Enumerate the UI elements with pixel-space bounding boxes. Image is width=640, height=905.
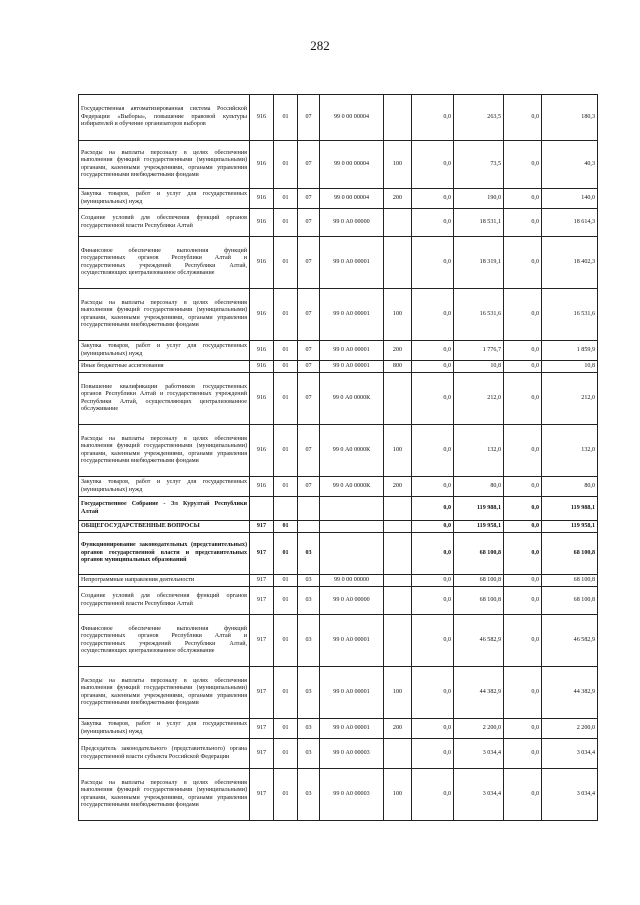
cell-amount-4: 140,0 <box>542 189 598 209</box>
cell-amount-1: 0,0 <box>412 189 454 209</box>
cell-amount-2: 3 034,4 <box>454 769 504 821</box>
cell-amount-1: 0,0 <box>412 587 454 615</box>
cell-target-article: 99 0 А0 00001 <box>320 615 384 667</box>
cell-subsection-code: 03 <box>298 769 320 821</box>
cell-amount-2: 2 200,0 <box>454 719 504 739</box>
cell-amount-3: 0,0 <box>504 739 542 769</box>
table-row <box>79 425 598 477</box>
cell-section-code: 01 <box>274 521 298 533</box>
page-number: 282 <box>310 38 330 53</box>
cell-amount-3: 0,0 <box>504 189 542 209</box>
cell-amount-2: 68 100,8 <box>454 575 504 587</box>
cell-expense-type <box>384 739 412 769</box>
cell-target-article: 99 0 А0 00000 <box>320 587 384 615</box>
cell-amount-3: 0,0 <box>504 615 542 667</box>
cell-name: Финансовое обеспечение выполнения функций государственных органов Республики Алтай и государственных учреждений Республики Алтай, осуществляющих централизованное обслуживание <box>79 615 250 667</box>
cell-amount-2: 44 382,9 <box>454 667 504 719</box>
cell-name: Создание условий для обеспечения функций органов государственной власти Республики Алтай <box>79 209 250 237</box>
cell-section-code: 01 <box>274 769 298 821</box>
cell-subsection-code: 07 <box>298 209 320 237</box>
table-row <box>79 739 598 769</box>
table-row <box>79 373 598 425</box>
cell-name: Повышение квалификации работников государственных органов Республики Алтай и государственных учреждений Республики Алтай, осуществляющих централизованное обслуживание <box>79 373 250 425</box>
cell-expense-type: 100 <box>384 141 412 189</box>
cell-amount-1: 0,0 <box>412 769 454 821</box>
cell-amount-2: 190,0 <box>454 189 504 209</box>
cell-amount-1: 0,0 <box>412 667 454 719</box>
cell-amount-3: 0,0 <box>504 769 542 821</box>
cell-amount-3: 0,0 <box>504 477 542 497</box>
cell-name: Закупка товаров, работ и услуг для государственных (муниципальных) нужд <box>79 189 250 209</box>
cell-subsection-code: 03 <box>298 739 320 769</box>
cell-expense-type <box>384 237 412 289</box>
table-row <box>79 719 598 739</box>
cell-target-article: 99 0 А0 00001 <box>320 361 384 373</box>
cell-subsection-code: 07 <box>298 189 320 209</box>
cell-amount-3: 0,0 <box>504 95 542 141</box>
cell-subsection-code: 07 <box>298 341 320 361</box>
cell-name: Председатель законодательного (представительного) органа государственной власти субъекта Российской Федерации <box>79 739 250 769</box>
cell-ved-code: 916 <box>250 373 274 425</box>
cell-target-article: 99 0 А0 00001 <box>320 289 384 341</box>
cell-amount-4: 10,8 <box>542 361 598 373</box>
cell-ved-code: 916 <box>250 361 274 373</box>
cell-target-article: 99 0 00 00004 <box>320 95 384 141</box>
cell-name: Функционирование законодательных (представительных) органов государственной власти и представительных органов муниципальных образований <box>79 533 250 575</box>
cell-expense-type: 200 <box>384 719 412 739</box>
cell-expense-type: 200 <box>384 341 412 361</box>
cell-amount-4: 44 382,9 <box>542 667 598 719</box>
cell-amount-4: 3 034,4 <box>542 769 598 821</box>
cell-amount-1: 0,0 <box>412 533 454 575</box>
cell-target-article: 99 0 00 00004 <box>320 141 384 189</box>
cell-ved-code: 916 <box>250 425 274 477</box>
cell-amount-2: 46 582,9 <box>454 615 504 667</box>
cell-amount-1: 0,0 <box>412 141 454 189</box>
cell-amount-4: 132,0 <box>542 425 598 477</box>
table-row <box>79 497 598 521</box>
cell-target-article: 99 0 00 00004 <box>320 189 384 209</box>
cell-section-code: 01 <box>274 341 298 361</box>
cell-section-code: 01 <box>274 209 298 237</box>
cell-amount-3: 0,0 <box>504 667 542 719</box>
cell-amount-3: 0,0 <box>504 361 542 373</box>
cell-expense-type: 100 <box>384 289 412 341</box>
cell-amount-1: 0,0 <box>412 739 454 769</box>
cell-amount-4: 2 200,0 <box>542 719 598 739</box>
cell-amount-3: 0,0 <box>504 521 542 533</box>
cell-subsection-code: 07 <box>298 373 320 425</box>
cell-amount-3: 0,0 <box>504 497 542 521</box>
cell-target-article <box>320 533 384 575</box>
cell-name: Иные бюджетные ассигнования <box>79 361 250 373</box>
cell-expense-type: 100 <box>384 425 412 477</box>
cell-ved-code: 917 <box>250 521 274 533</box>
cell-amount-2: 119 958,1 <box>454 521 504 533</box>
cell-name: Закупка товаров, работ и услуг для государственных (муниципальных) нужд <box>79 477 250 497</box>
cell-amount-4: 16 531,6 <box>542 289 598 341</box>
cell-name: Государственная автоматизированная система Российской Федерации «Выборы», повышение правовой культуры избирателей и обучение организаторов выборов <box>79 95 250 141</box>
cell-ved-code: 916 <box>250 237 274 289</box>
cell-expense-type <box>384 615 412 667</box>
cell-amount-2: 132,0 <box>454 425 504 477</box>
table-row <box>79 209 598 237</box>
cell-target-article: 99 0 А0 00001 <box>320 719 384 739</box>
cell-amount-4: 18 402,3 <box>542 237 598 289</box>
cell-amount-4: 80,0 <box>542 477 598 497</box>
cell-amount-4: 119 988,1 <box>542 497 598 521</box>
cell-amount-3: 0,0 <box>504 341 542 361</box>
cell-subsection-code: 03 <box>298 587 320 615</box>
cell-expense-type <box>384 497 412 521</box>
cell-amount-2: 119 988,1 <box>454 497 504 521</box>
cell-amount-4: 119 958,1 <box>542 521 598 533</box>
cell-amount-2: 3 034,4 <box>454 739 504 769</box>
cell-amount-2: 263,5 <box>454 95 504 141</box>
cell-target-article: 99 0 А0 0000К <box>320 425 384 477</box>
cell-subsection-code <box>298 497 320 521</box>
cell-name: ОБЩЕГОСУДАРСТВЕННЫЕ ВОПРОСЫ <box>79 521 250 533</box>
table-row <box>79 361 598 373</box>
cell-expense-type: 200 <box>384 477 412 497</box>
cell-target-article: 99 0 А0 00001 <box>320 341 384 361</box>
cell-amount-1: 0,0 <box>412 95 454 141</box>
table-row <box>79 341 598 361</box>
cell-ved-code: 917 <box>250 739 274 769</box>
cell-expense-type <box>384 587 412 615</box>
cell-expense-type: 100 <box>384 769 412 821</box>
cell-target-article: 99 0 А0 00000 <box>320 209 384 237</box>
cell-subsection-code: 07 <box>298 141 320 189</box>
cell-amount-4: 18 614,3 <box>542 209 598 237</box>
cell-amount-1: 0,0 <box>412 575 454 587</box>
table-row <box>79 667 598 719</box>
cell-ved-code: 916 <box>250 341 274 361</box>
cell-ved-code: 917 <box>250 575 274 587</box>
cell-amount-1: 0,0 <box>412 237 454 289</box>
cell-name: Расходы на выплаты персоналу в целях обеспечения выполнения функций государственными (муниципальными) органами, казенными учреждениями, органами управления государственными внебюджетными фондами <box>79 141 250 189</box>
cell-amount-1: 0,0 <box>412 289 454 341</box>
cell-section-code: 01 <box>274 667 298 719</box>
cell-section-code: 01 <box>274 141 298 189</box>
cell-amount-3: 0,0 <box>504 575 542 587</box>
cell-target-article: 99 0 А0 00003 <box>320 739 384 769</box>
cell-section-code: 01 <box>274 533 298 575</box>
cell-ved-code: 916 <box>250 209 274 237</box>
cell-ved-code: 916 <box>250 289 274 341</box>
cell-amount-3: 0,0 <box>504 425 542 477</box>
table-row <box>79 237 598 289</box>
table-row <box>79 615 598 667</box>
cell-amount-2: 68 100,8 <box>454 533 504 575</box>
cell-section-code: 01 <box>274 373 298 425</box>
cell-target-article: 99 0 А0 0000К <box>320 373 384 425</box>
cell-amount-4: 180,3 <box>542 95 598 141</box>
cell-amount-1: 0,0 <box>412 361 454 373</box>
cell-name: Закупка товаров, работ и услуг для государственных (муниципальных) нужд <box>79 719 250 739</box>
cell-amount-4: 40,3 <box>542 141 598 189</box>
cell-section-code: 01 <box>274 615 298 667</box>
cell-section-code: 01 <box>274 189 298 209</box>
cell-ved-code: 917 <box>250 533 274 575</box>
cell-amount-4: 68 100,8 <box>542 533 598 575</box>
cell-amount-1: 0,0 <box>412 373 454 425</box>
cell-amount-3: 0,0 <box>504 719 542 739</box>
cell-name: Расходы на выплаты персоналу в целях обеспечения выполнения функций государственными (муниципальными) органами, казенными учреждениями, органами управления государственными внебюджетными фондами <box>79 667 250 719</box>
cell-target-article <box>320 521 384 533</box>
cell-amount-1: 0,0 <box>412 425 454 477</box>
cell-subsection-code: 03 <box>298 575 320 587</box>
cell-amount-2: 68 100,8 <box>454 587 504 615</box>
table-row <box>79 477 598 497</box>
cell-section-code: 01 <box>274 237 298 289</box>
cell-ved-code <box>250 497 274 521</box>
cell-target-article <box>320 497 384 521</box>
cell-target-article: 99 0 00 00000 <box>320 575 384 587</box>
cell-section-code: 01 <box>274 575 298 587</box>
cell-ved-code: 917 <box>250 587 274 615</box>
cell-subsection-code: 03 <box>298 719 320 739</box>
table-row <box>79 533 598 575</box>
cell-amount-4: 3 034,4 <box>542 739 598 769</box>
cell-amount-2: 18 531,1 <box>454 209 504 237</box>
budget-table <box>78 94 598 821</box>
cell-amount-1: 0,0 <box>412 497 454 521</box>
cell-subsection-code: 07 <box>298 289 320 341</box>
cell-amount-1: 0,0 <box>412 521 454 533</box>
cell-expense-type <box>384 209 412 237</box>
cell-target-article: 99 0 А0 0000К <box>320 477 384 497</box>
cell-amount-4: 1 859,9 <box>542 341 598 361</box>
cell-name: Закупка товаров, работ и услуг для государственных (муниципальных) нужд <box>79 341 250 361</box>
cell-amount-1: 0,0 <box>412 209 454 237</box>
cell-amount-3: 0,0 <box>504 373 542 425</box>
cell-amount-2: 212,0 <box>454 373 504 425</box>
cell-expense-type <box>384 575 412 587</box>
table-row <box>79 289 598 341</box>
cell-section-code: 01 <box>274 587 298 615</box>
cell-name: Непрограммные направления деятельности <box>79 575 250 587</box>
cell-amount-1: 0,0 <box>412 719 454 739</box>
cell-amount-2: 1 776,7 <box>454 341 504 361</box>
cell-ved-code: 917 <box>250 769 274 821</box>
cell-section-code: 01 <box>274 425 298 477</box>
table-row <box>79 95 598 141</box>
cell-expense-type <box>384 373 412 425</box>
table-row <box>79 521 598 533</box>
cell-target-article: 99 0 А0 00003 <box>320 769 384 821</box>
cell-section-code: 01 <box>274 95 298 141</box>
cell-name: Финансовое обеспечение выполнения функций государственных органов Республики Алтай и государственных учреждений Республики Алтай, осуществляющих централизованное обслуживание <box>79 237 250 289</box>
cell-expense-type: 800 <box>384 361 412 373</box>
cell-ved-code: 917 <box>250 667 274 719</box>
cell-ved-code: 917 <box>250 719 274 739</box>
cell-section-code: 01 <box>274 289 298 341</box>
cell-amount-2: 10,8 <box>454 361 504 373</box>
cell-section-code: 01 <box>274 361 298 373</box>
cell-amount-3: 0,0 <box>504 533 542 575</box>
table-row <box>79 587 598 615</box>
cell-name: Государственное Собрание - Эл Курултай Республики Алтай <box>79 497 250 521</box>
budget-table-body <box>79 95 598 821</box>
cell-amount-3: 0,0 <box>504 237 542 289</box>
cell-amount-4: 68 100,8 <box>542 587 598 615</box>
cell-subsection-code: 07 <box>298 361 320 373</box>
cell-expense-type <box>384 95 412 141</box>
cell-subsection-code: 07 <box>298 477 320 497</box>
cell-amount-3: 0,0 <box>504 209 542 237</box>
cell-section-code: 01 <box>274 739 298 769</box>
table-row <box>79 575 598 587</box>
cell-subsection-code: 07 <box>298 237 320 289</box>
cell-target-article: 99 0 А0 00001 <box>320 667 384 719</box>
cell-subsection-code <box>298 521 320 533</box>
cell-ved-code: 916 <box>250 189 274 209</box>
cell-subsection-code: 07 <box>298 95 320 141</box>
cell-ved-code: 917 <box>250 615 274 667</box>
cell-amount-2: 18 319,1 <box>454 237 504 289</box>
cell-subsection-code: 03 <box>298 615 320 667</box>
cell-amount-3: 0,0 <box>504 289 542 341</box>
cell-name: Расходы на выплаты персоналу в целях обеспечения выполнения функций государственными (муниципальными) органами, казенными учреждениями, органами управления государственными внебюджетными фондами <box>79 425 250 477</box>
cell-expense-type <box>384 533 412 575</box>
cell-subsection-code: 03 <box>298 667 320 719</box>
cell-name: Расходы на выплаты персоналу в целях обеспечения выполнения функций государственными (муниципальными) органами, казенными учреждениями, органами управления государственными внебюджетными фондами <box>79 289 250 341</box>
table-row <box>79 189 598 209</box>
cell-ved-code: 916 <box>250 477 274 497</box>
table-row <box>79 769 598 821</box>
cell-amount-3: 0,0 <box>504 587 542 615</box>
cell-amount-3: 0,0 <box>504 141 542 189</box>
cell-expense-type: 200 <box>384 189 412 209</box>
cell-amount-4: 68 100,8 <box>542 575 598 587</box>
cell-amount-1: 0,0 <box>412 341 454 361</box>
cell-amount-1: 0,0 <box>412 477 454 497</box>
table-row <box>79 141 598 189</box>
cell-section-code: 01 <box>274 719 298 739</box>
cell-amount-2: 16 531,6 <box>454 289 504 341</box>
cell-amount-4: 46 582,9 <box>542 615 598 667</box>
cell-section-code <box>274 497 298 521</box>
cell-amount-4: 212,0 <box>542 373 598 425</box>
cell-amount-2: 80,0 <box>454 477 504 497</box>
cell-target-article: 99 0 А0 00001 <box>320 237 384 289</box>
cell-ved-code: 916 <box>250 95 274 141</box>
cell-name: Расходы на выплаты персоналу в целях обеспечения выполнения функций государственными (муниципальными) органами, казенными учреждениями, органами управления государственными внебюджетными фондами <box>79 769 250 821</box>
cell-amount-2: 73,5 <box>454 141 504 189</box>
cell-subsection-code: 03 <box>298 533 320 575</box>
cell-expense-type <box>384 521 412 533</box>
cell-amount-1: 0,0 <box>412 615 454 667</box>
cell-subsection-code: 07 <box>298 425 320 477</box>
cell-name: Создание условий для обеспечения функций органов государственной власти Республики Алтай <box>79 587 250 615</box>
cell-ved-code: 916 <box>250 141 274 189</box>
cell-expense-type: 100 <box>384 667 412 719</box>
cell-section-code: 01 <box>274 477 298 497</box>
